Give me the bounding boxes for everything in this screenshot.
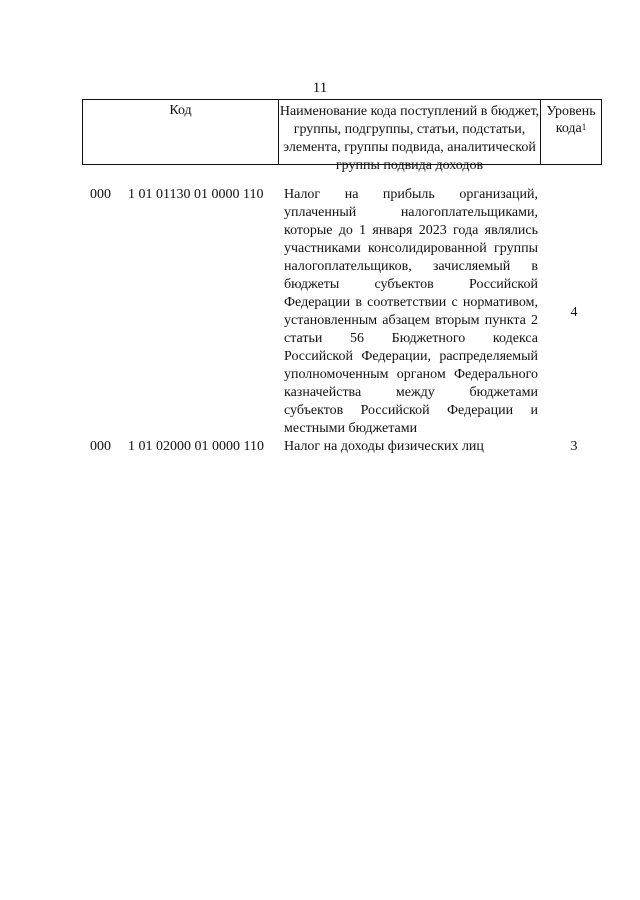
admin-code: 000: [90, 439, 111, 454]
table-header: [82, 99, 602, 173]
header-name: Наименование кода поступлений в бюджет, группы, подгруппы, статьи, подстатьи, элемента, группы подвида, аналитической группы подвида доходов: [279, 100, 541, 164]
header-level-footnote: 1: [581, 122, 587, 132]
header-code: Код: [83, 100, 279, 164]
income-code: 1 01 01130 01 0000 110: [128, 187, 264, 202]
header-level: [541, 100, 601, 164]
header-level-label: Уровень кода: [546, 104, 596, 136]
income-code: 1 01 02000 01 0000 110: [128, 439, 264, 454]
income-name: Налог на прибыль организаций, уплаченный налогоплательщиками, которые до 1 января 2023 года являлись участниками консолидированной группы налогоплательщиков, зачисляемый в бюджеты субъектов Российской Федерации в соответствии с нормативом, установленным абзацем вторым пункта 2 статьи 56 Бюджетного кодекса Российской Федерации, распределяемый уполномоченным органом Федерального казначейства между бюджетами субъектов Российской Федерации и местными бюджетами: [284, 187, 538, 436]
code-level: 4: [570, 305, 578, 320]
code-level: 3: [570, 439, 578, 454]
admin-code: 000: [90, 187, 111, 202]
income-name: Налог на доходы физических лиц: [284, 439, 484, 454]
page-number: 11: [312, 80, 328, 96]
